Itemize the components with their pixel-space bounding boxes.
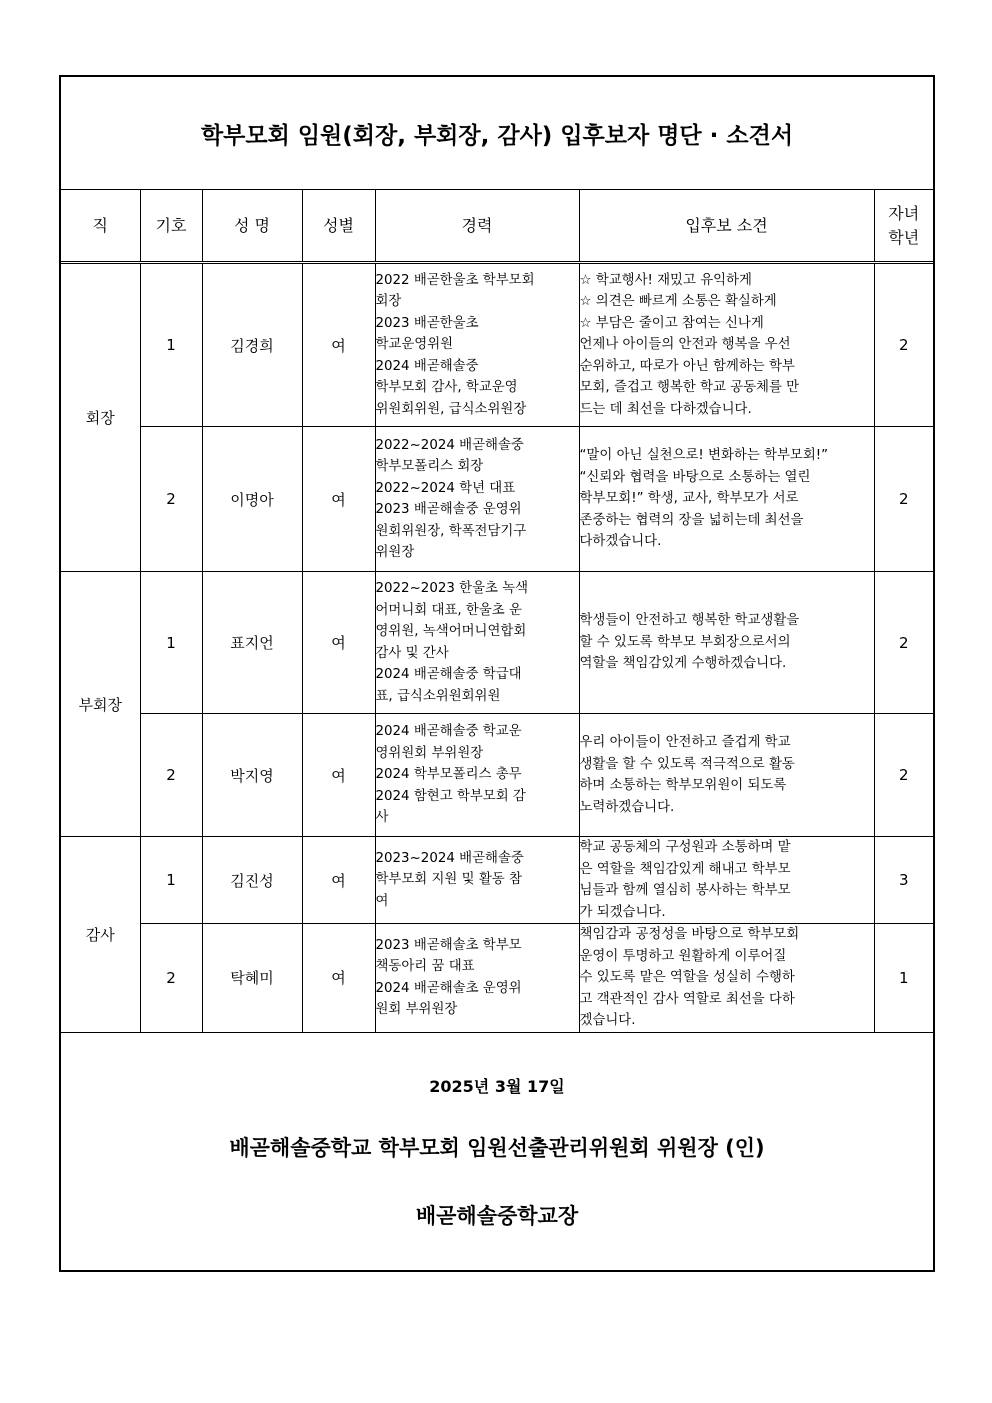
career-line: 책동아리 꿈 대표 bbox=[375, 959, 475, 975]
career-line: 2023 배곧해솔중 운영위 bbox=[375, 502, 522, 517]
header-row bbox=[61, 190, 933, 263]
career-line: 사 bbox=[375, 810, 389, 826]
career-line: 학부모회 지원 및 활동 참 bbox=[375, 872, 522, 888]
table-row bbox=[61, 427, 933, 572]
career-line: 학부모회 감사, 학교운영 bbox=[375, 380, 518, 396]
statement-line: 책임감과 공정성을 바탕으로 학부모회 bbox=[579, 927, 800, 942]
statement-line: 가 되겠습니다. bbox=[579, 904, 666, 920]
career-line: 어머니회 대표, 한울초 운 bbox=[375, 602, 522, 618]
header-role: 직 bbox=[61, 190, 140, 263]
career-line: 2023 배곧한울초 bbox=[375, 315, 479, 331]
statement-cell bbox=[579, 924, 874, 1033]
table-row bbox=[61, 837, 933, 924]
header-career: 경력 bbox=[375, 190, 579, 263]
header-grade-line2: 학년 bbox=[888, 227, 920, 247]
candidate-table bbox=[61, 190, 933, 1033]
committee-signature: 배곧해솔중학교 학부모회 임원선출관리위원회 위원장 (인) bbox=[229, 1136, 765, 1160]
document-date: 2025년 3월 17일 bbox=[429, 1077, 565, 1096]
career-line: 2024 배곧해솔중 bbox=[375, 358, 479, 374]
document-title: 학부모회 임원(회장, 부회장, 감사) 입후보자 명단 · 소견서 bbox=[61, 77, 933, 190]
grade-cell: 2 bbox=[874, 714, 933, 837]
statement-cell bbox=[579, 427, 874, 572]
career-line: 표, 급식소위원회위원 bbox=[375, 688, 501, 704]
gender-cell: 여 bbox=[302, 572, 375, 714]
header-name: 성 명 bbox=[202, 190, 302, 263]
header-grade-line1: 자녀 bbox=[888, 203, 920, 223]
header-gender: 성별 bbox=[302, 190, 375, 263]
career-line: 여 bbox=[375, 893, 389, 909]
statement-line: 운영이 투명하고 원활하게 이루어질 bbox=[579, 948, 787, 964]
career-line: 2022 배곧한울초 학부모회 bbox=[375, 272, 535, 288]
career-cell bbox=[375, 572, 579, 714]
document-footer bbox=[61, 1032, 933, 1272]
career-line: 학교운영위원 bbox=[375, 337, 454, 353]
career-line: 2023~2024 배곧해솔중 bbox=[375, 850, 524, 866]
role-cell: 회장 bbox=[61, 263, 140, 572]
statement-line: 노력하겠습니다. bbox=[579, 799, 675, 815]
career-line: 회장 bbox=[375, 294, 402, 310]
career-cell bbox=[375, 263, 579, 427]
table-row bbox=[61, 924, 933, 1033]
career-line: 학부모폴리스 회장 bbox=[375, 459, 484, 474]
grade-cell: 2 bbox=[874, 263, 933, 427]
career-cell bbox=[375, 714, 579, 837]
statement-line: 할 수 있도록 학부모 부회장으로서의 bbox=[579, 634, 791, 650]
statement-line: 학교 공동체의 구성원과 소통하며 맡 bbox=[579, 840, 791, 855]
career-line: 2024 배곧해솔중 학급대 bbox=[375, 667, 522, 682]
gender-cell: 여 bbox=[302, 924, 375, 1033]
name-cell: 김경희 bbox=[202, 263, 302, 427]
career-line: 2022~2024 배곧해솔중 bbox=[375, 437, 524, 453]
career-line: 위원회위원, 급식소위원장 bbox=[375, 401, 527, 417]
grade-cell: 2 bbox=[874, 572, 933, 714]
name-cell: 김진성 bbox=[202, 837, 302, 924]
statement-line: 다하겠습니다. bbox=[579, 534, 662, 550]
statement-line: 역할을 책임감있게 수행하겠습니다. bbox=[579, 656, 787, 672]
number-cell: 1 bbox=[140, 572, 202, 714]
statement-line: 드는 데 최선을 다하겠습니다. bbox=[579, 401, 752, 417]
career-line: 2024 배곧해솔중 학교운 bbox=[375, 724, 522, 740]
number-cell: 2 bbox=[140, 714, 202, 837]
grade-cell: 3 bbox=[874, 837, 933, 924]
statement-line: ☆ 학교행사! 재밌고 유익하게 bbox=[579, 272, 752, 288]
career-line: 영위원, 녹색어머니연합회 bbox=[375, 624, 527, 639]
table-row bbox=[61, 714, 933, 837]
statement-line: 수 있도록 맡은 역할을 성실히 수행하 bbox=[579, 970, 795, 985]
statement-line: 하며 소통하는 학부모위원이 되도록 bbox=[579, 778, 787, 793]
gender-cell: 여 bbox=[302, 427, 375, 572]
statement-line: 은 역할을 책임감있게 해내고 학부모 bbox=[579, 861, 791, 877]
header-statement: 입후보 소견 bbox=[579, 190, 874, 263]
name-cell: 이명아 bbox=[202, 427, 302, 572]
career-line: 2024 학부모폴리스 총무 bbox=[375, 767, 522, 783]
gender-cell: 여 bbox=[302, 837, 375, 924]
name-cell: 표지언 bbox=[202, 572, 302, 714]
grade-cell: 2 bbox=[874, 427, 933, 572]
number-cell: 1 bbox=[140, 263, 202, 427]
gender-cell: 여 bbox=[302, 714, 375, 837]
career-line: 위원장 bbox=[375, 545, 415, 560]
header-grade bbox=[874, 190, 933, 263]
name-cell: 박지영 bbox=[202, 714, 302, 837]
document-frame bbox=[59, 75, 935, 1272]
number-cell: 2 bbox=[140, 924, 202, 1033]
grade-cell: 1 bbox=[874, 924, 933, 1033]
career-line: 2022~2024 학년 대표 bbox=[375, 480, 516, 496]
number-cell: 1 bbox=[140, 837, 202, 924]
statement-line: 존중하는 협력의 장을 넓히는데 최선을 bbox=[579, 512, 804, 528]
statement-line: 우리 아이들이 안전하고 즐겁게 학교 bbox=[579, 735, 791, 750]
statement-line: 생활을 할 수 있도록 적극적으로 활동 bbox=[579, 756, 795, 772]
career-line: 2022~2023 한울초 녹색 bbox=[375, 581, 529, 596]
statement-line: 겠습니다. bbox=[579, 1013, 636, 1028]
career-line: 2024 배곧해솔초 운영위 bbox=[375, 980, 522, 996]
career-line: 감사 및 간사 bbox=[375, 645, 449, 661]
statement-line: “신뢰와 협력을 바탕으로 소통하는 열린 bbox=[579, 469, 811, 485]
table-row bbox=[61, 263, 933, 427]
role-cell: 부회장 bbox=[61, 572, 140, 837]
career-line: 2023 배곧해솔초 학부모 bbox=[375, 937, 522, 953]
number-cell: 2 bbox=[140, 427, 202, 572]
career-line: 원회 부위원장 bbox=[375, 1002, 458, 1018]
header-number: 기호 bbox=[140, 190, 202, 263]
statement-line: ☆ 부담은 줄이고 참여는 신나게 bbox=[579, 315, 764, 331]
role-cell: 감사 bbox=[61, 837, 140, 1033]
career-line: 원회위원장, 학폭전담기구 bbox=[375, 523, 527, 539]
statement-cell bbox=[579, 263, 874, 427]
gender-cell: 여 bbox=[302, 263, 375, 427]
career-cell bbox=[375, 427, 579, 572]
statement-line: 순위하고, 따로가 아닌 함께하는 학부 bbox=[579, 358, 795, 374]
statement-cell bbox=[579, 714, 874, 837]
statement-line: 학생들이 안전하고 행복한 학교생활을 bbox=[579, 613, 800, 629]
statement-line: 학부모회!” 학생, 교사, 학부모가 서로 bbox=[579, 491, 799, 507]
name-cell: 탁혜미 bbox=[202, 924, 302, 1033]
career-cell bbox=[375, 837, 579, 924]
career-line: 영위원회 부위원장 bbox=[375, 745, 484, 761]
career-line: 2024 함현고 학부모회 감 bbox=[375, 788, 526, 804]
statement-cell bbox=[579, 837, 874, 924]
statement-line: 님들과 함께 열심히 봉사하는 학부모 bbox=[579, 883, 791, 898]
statement-line: 고 객관적인 감사 역할로 최선을 다하 bbox=[579, 991, 795, 1007]
principal-signature: 배곧해솔중학교장 bbox=[415, 1204, 579, 1228]
statement-line: ☆ 의견은 빠르게 소통은 확실하게 bbox=[579, 294, 777, 310]
table-row bbox=[61, 572, 933, 714]
statement-cell bbox=[579, 572, 874, 714]
statement-line: 모회, 즐겁고 행복한 학교 공동체를 만 bbox=[579, 380, 800, 396]
statement-line: “말이 아닌 실천으로! 변화하는 학부모회!” bbox=[579, 448, 829, 464]
career-cell bbox=[375, 924, 579, 1033]
statement-line: 언제나 아이들의 안전과 행복을 우선 bbox=[579, 337, 791, 353]
